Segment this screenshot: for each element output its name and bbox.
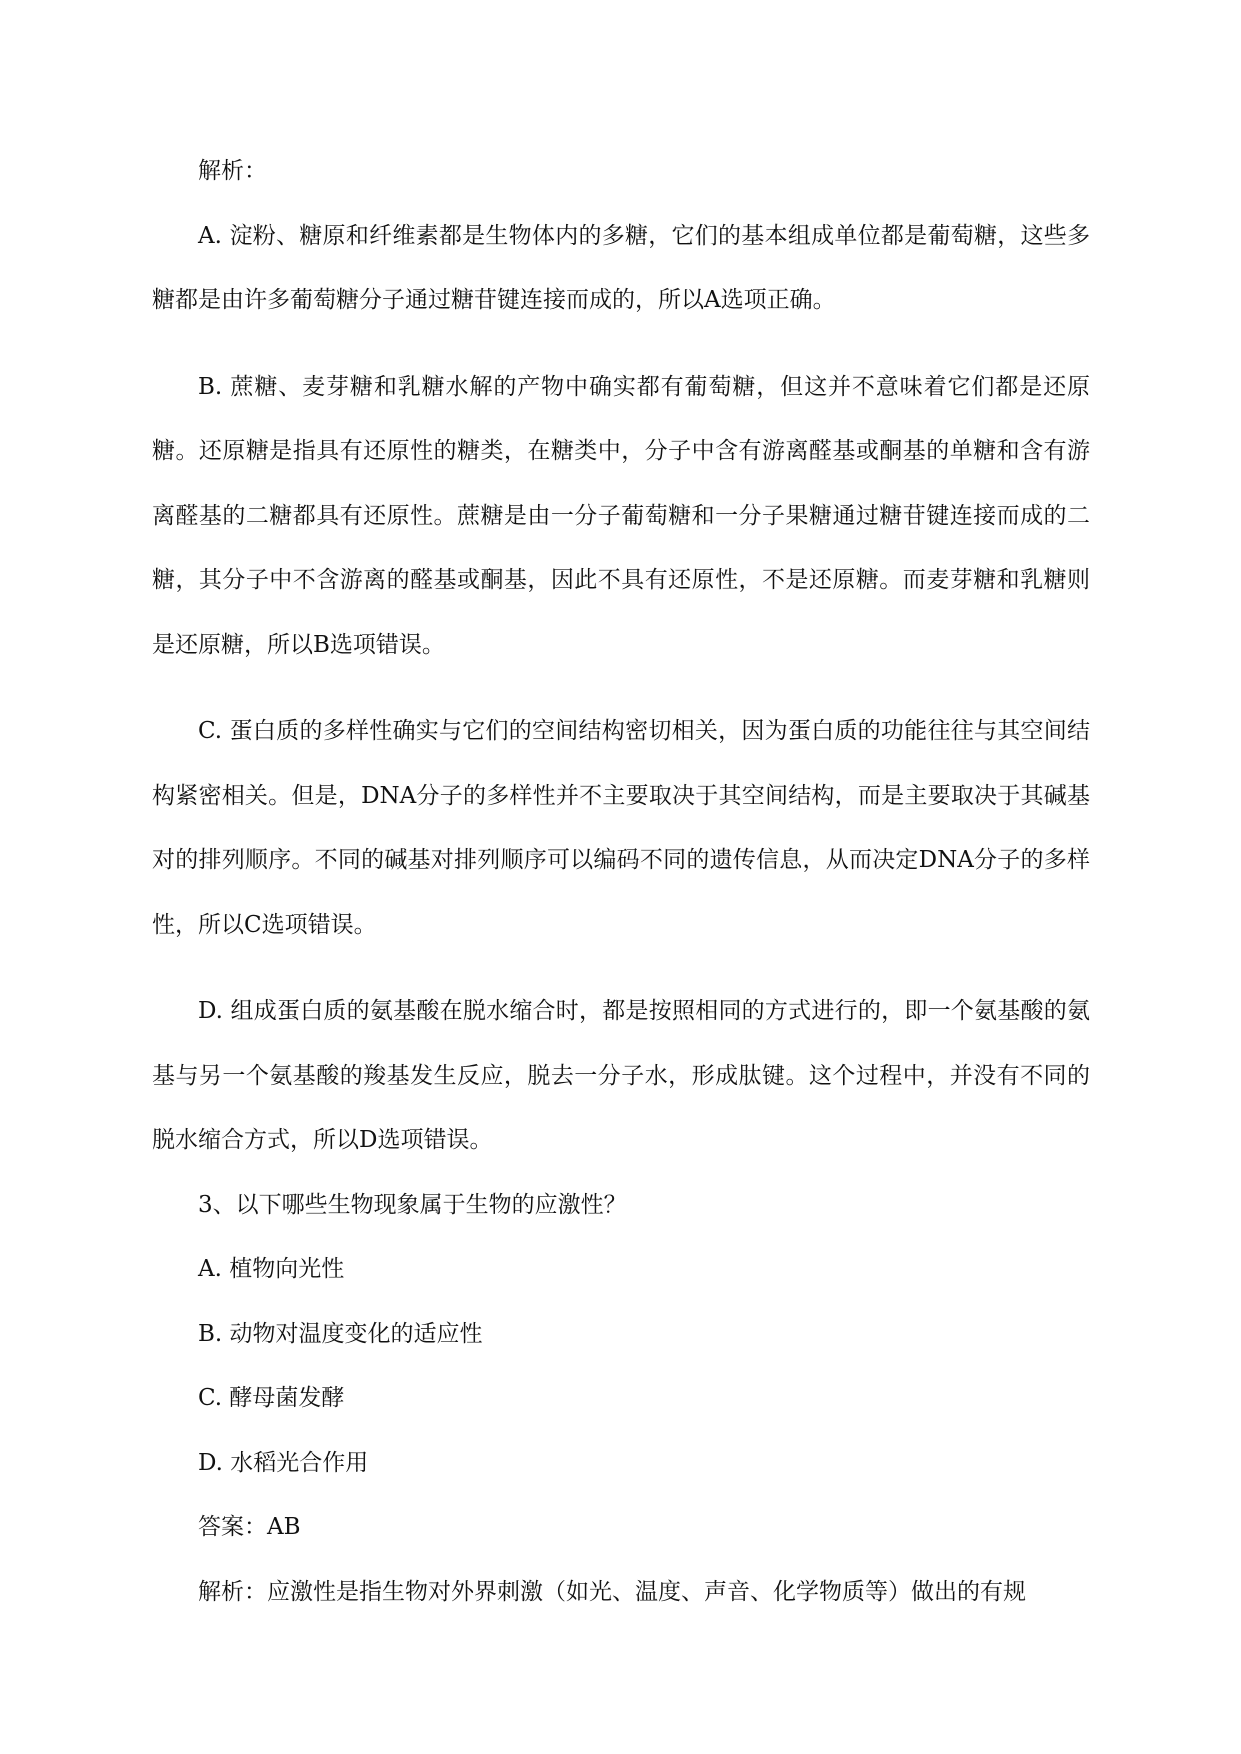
question-3-option-a: A. 植物向光性 <box>198 1256 345 1282</box>
question-3-option-c: C. 酵母菌发酵 <box>198 1385 345 1411</box>
analysis-paragraph-b: B. 蔗糖、麦芽糖和乳糖水解的产物中确实都有葡萄糖，但这并不意味着它们都是还原糖。还原糖是指具有还原性的糖类，在糖类中，分子中含有游离醛基或酮基的单糖和含有游离醛基的二糖都具有还原性。蔗糖是由一分子葡萄糖和一分子果糖通过糖苷键连接而成的二糖，其分子中不含游离的醛基或酮基，因此不具有还原性，不是还原糖。而麦芽糖和乳糖则是还原糖，所以B选项错误。 <box>152 373 1090 658</box>
analysis-heading: 解析： <box>198 158 267 184</box>
question-3-stem: 3、以下哪些生物现象属于生物的应激性？ <box>198 1191 627 1218</box>
analysis-paragraph-c: C. 蛋白质的多样性确实与它们的空间结构密切相关，因为蛋白质的功能往往与其空间结构紧密相关。但是，DNA分子的多样性并不主要取决于其空间结构，而是主要取决于其碱基对的排列顺序。不同的碱基对排列顺序可以编码不同的遗传信息，从而决定DNA分子的多样性，所以C选项错误。 <box>152 718 1090 938</box>
analysis-paragraph-d: D. 组成蛋白质的氨基酸在脱水缩合时，都是按照相同的方式进行的，即一个氨基酸的氨基与另一个氨基酸的羧基发生反应，脱去一分子水，形成肽键。这个过程中，并没有不同的脱水缩合方式，所以D选项错误。 <box>152 998 1090 1153</box>
analysis-paragraph-a: A. 淀粉、糖原和纤维素都是生物体内的多糖，它们的基本组成单位都是葡萄糖，这些多糖都是由许多葡萄糖分子通过糖苷键连接而成的，所以A选项正确。 <box>152 222 1090 313</box>
question-3-analysis: 解析：应激性是指生物对外界刺激（如光、温度、声音、化学物质等）做出的有规 <box>198 1578 1026 1605</box>
question-3-answer: 答案：AB <box>198 1514 301 1540</box>
document-body <box>152 139 1090 1624</box>
question-3-option-b: B. 动物对温度变化的适应性 <box>198 1320 483 1347</box>
question-3-option-d: D. 水稻光合作用 <box>198 1449 369 1476</box>
